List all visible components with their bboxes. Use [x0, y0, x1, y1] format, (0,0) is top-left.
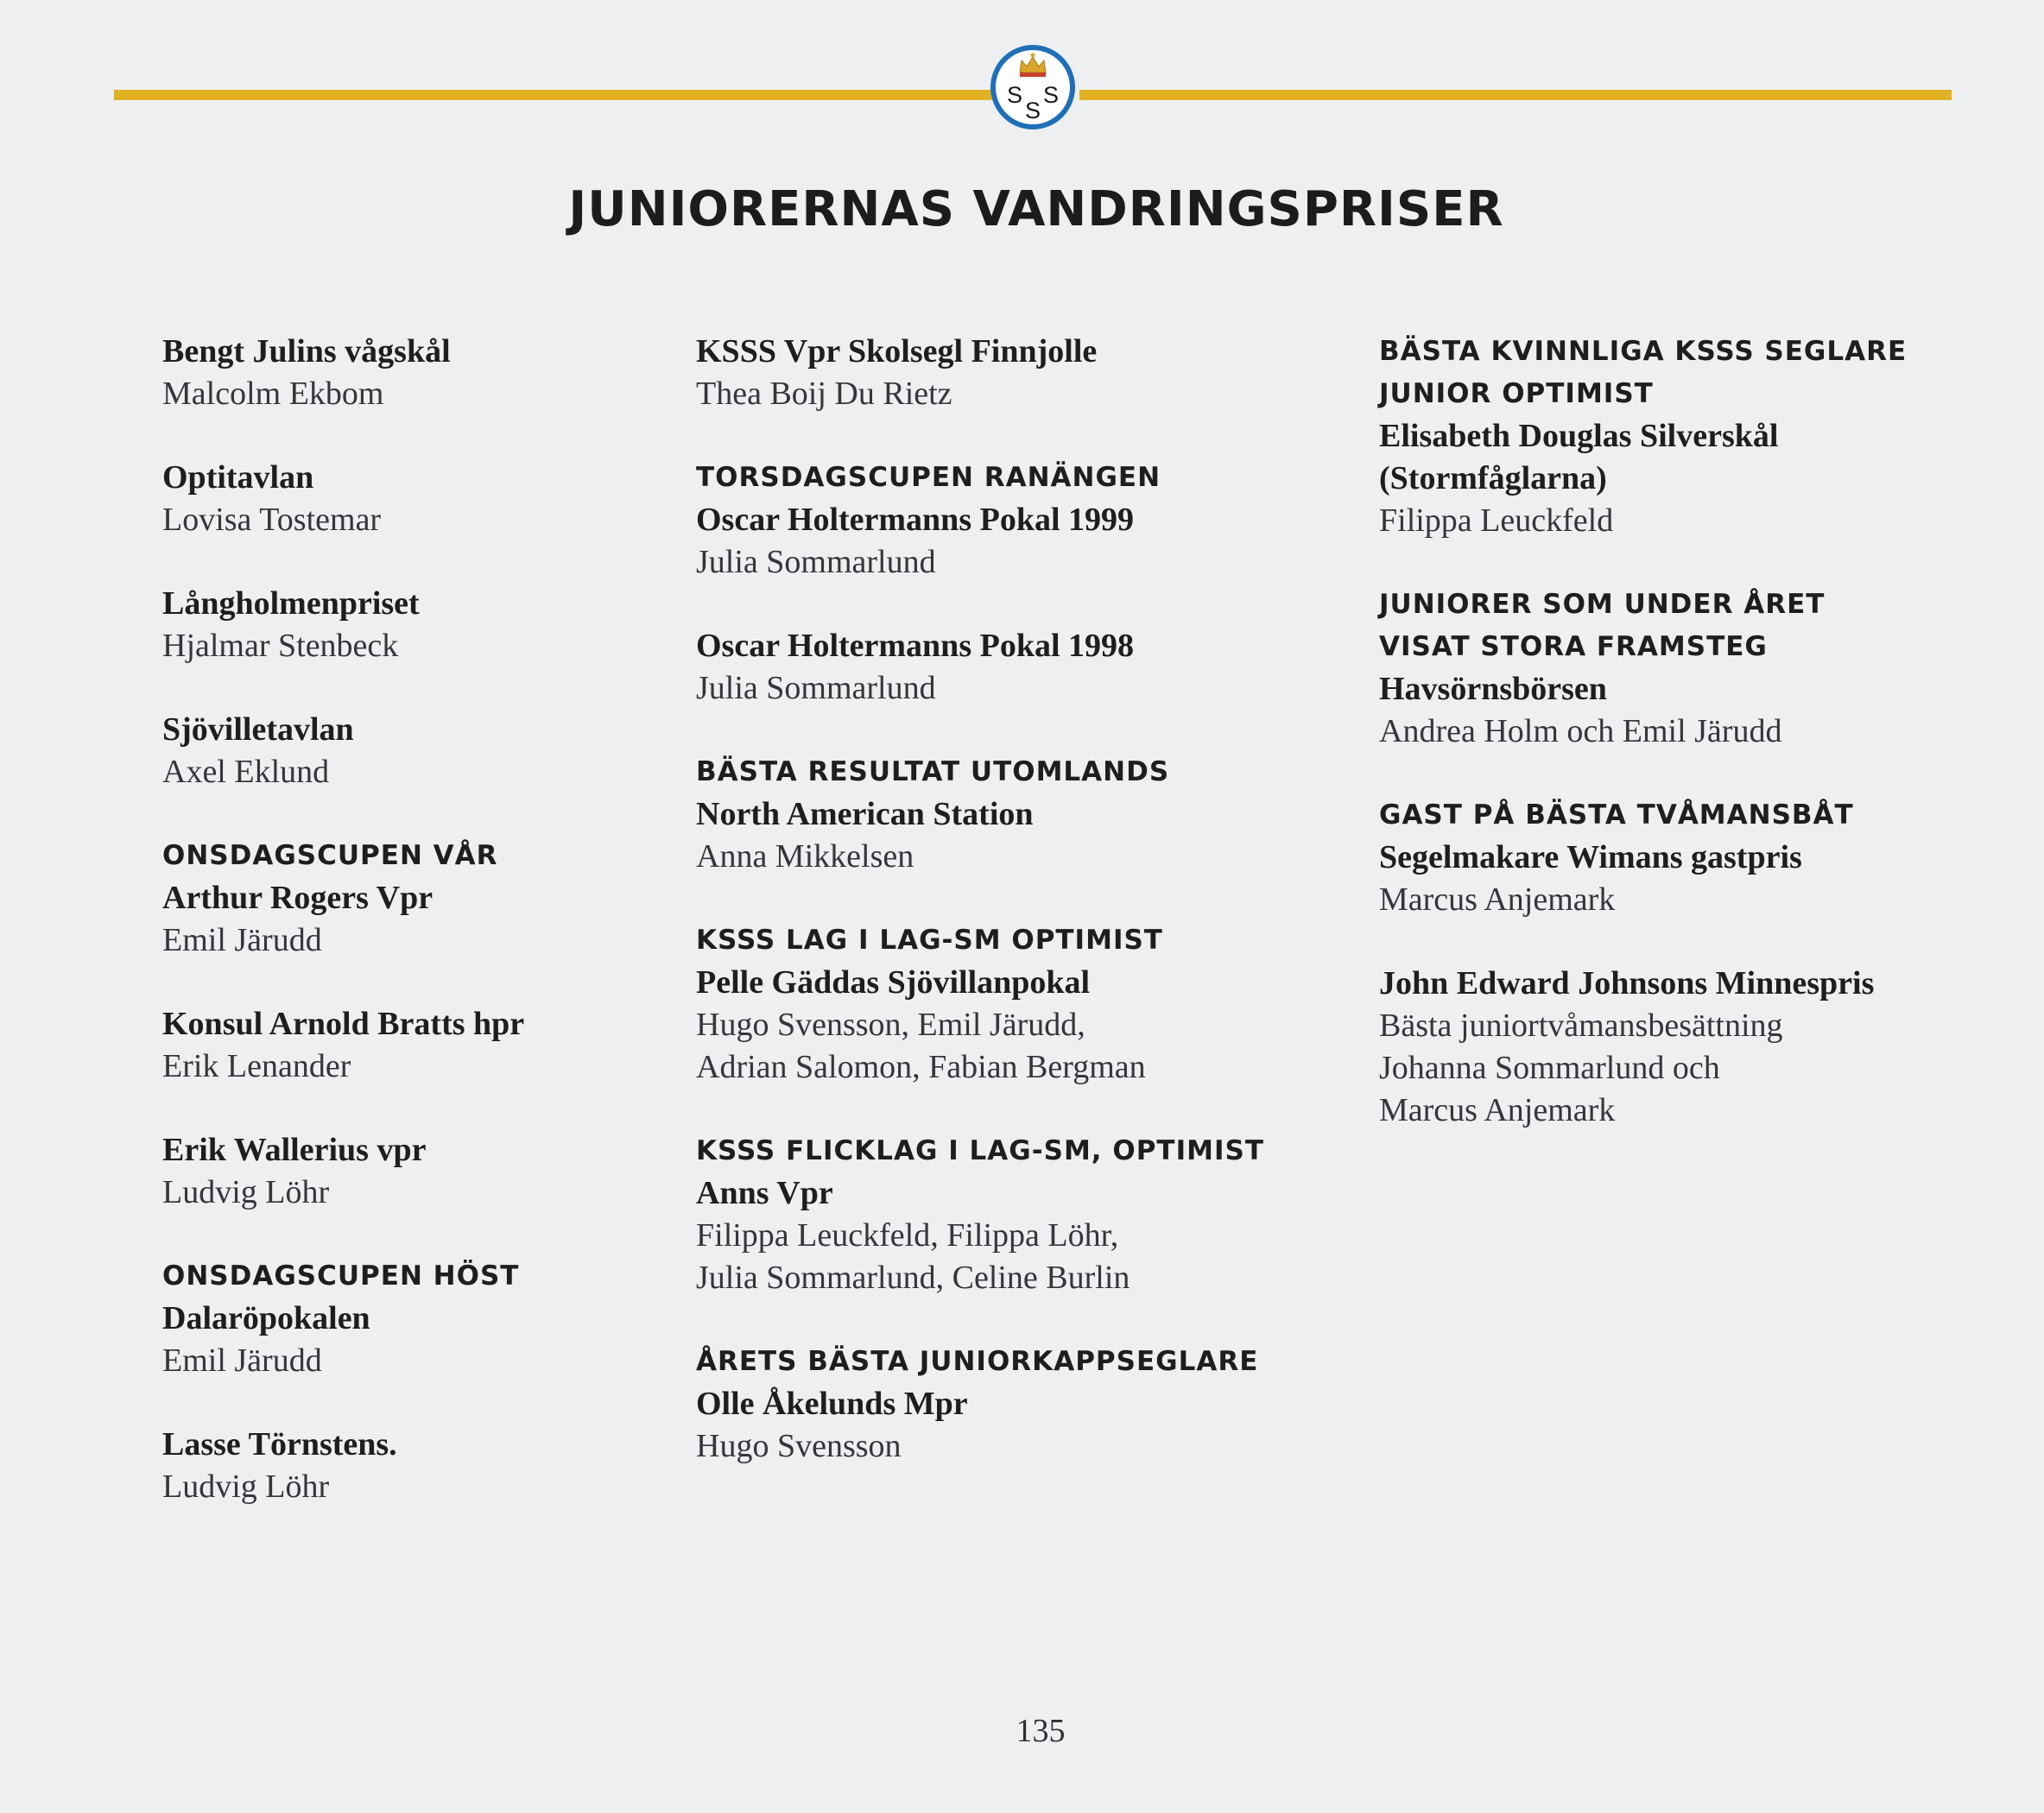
prize-name: Havsörnsbörsen — [1379, 671, 1607, 707]
page-number: 135 — [1016, 1713, 1066, 1749]
prize-name: Anns Vpr — [696, 1175, 833, 1211]
award-entry — [696, 1341, 1352, 1468]
top-rule-left — [114, 90, 995, 100]
prize-name: Långholmenpriset — [162, 585, 420, 622]
prize-name: Erik Wallerius vpr — [162, 1132, 427, 1168]
winner-name: Andrea Holm och Emil Järudd — [1379, 713, 1782, 749]
category-heading: TORSDAGSCUPEN RANÄNGEN — [696, 462, 1161, 493]
winner-name: Johanna Sommarlund och — [1379, 1050, 1720, 1086]
award-entry — [696, 625, 1352, 710]
winner-name: Anna Mikkelsen — [696, 838, 914, 875]
prize-name: Konsul Arnold Bratts hpr — [162, 1006, 525, 1042]
prize-name: Olle Åkelunds Mpr — [696, 1386, 968, 1422]
award-entry — [162, 583, 698, 667]
logo-letter-right: S — [1042, 82, 1060, 108]
category-heading: KSSS LAG I LAG-SM OPTIMIST — [696, 925, 1163, 956]
award-entry — [162, 709, 698, 793]
winner-name: Hjalmar Stenbeck — [162, 628, 399, 664]
column-middle — [696, 331, 1352, 1509]
category-heading: GAST PÅ BÄSTA TVÅMANSBÅT — [1379, 799, 1854, 831]
winner-name: Thea Boij Du Rietz — [696, 376, 952, 412]
award-entry — [696, 751, 1352, 878]
award-entry — [696, 919, 1352, 1089]
winner-name: Julia Sommarlund, Celine Burlin — [696, 1260, 1130, 1296]
prize-name: Arthur Rogers Vpr — [162, 880, 433, 916]
winner-name: Hugo Svensson, Emil Järudd, — [696, 1007, 1085, 1043]
winner-name: Ludvig Löhr — [162, 1469, 330, 1505]
award-entry — [162, 1003, 698, 1088]
award-entry — [162, 1255, 698, 1382]
logo-letter-bottom: S — [1024, 98, 1041, 123]
award-entry — [1379, 963, 1984, 1132]
column-left — [162, 331, 698, 1550]
winner-name: Julia Sommarlund — [696, 544, 936, 580]
category-heading: VISAT STORA FRAMSTEG — [1379, 631, 1768, 662]
category-heading: JUNIOR OPTIMIST — [1379, 378, 1654, 409]
category-heading: KSSS FLICKLAG I LAG-SM, OPTIMIST — [696, 1135, 1264, 1166]
winner-name: Emil Järudd — [162, 922, 322, 958]
award-entry — [162, 331, 698, 415]
award-entry — [1379, 331, 1984, 542]
top-rule-right — [1079, 90, 1952, 100]
award-entry — [1379, 584, 1984, 753]
prize-name: Dalaröpokalen — [162, 1300, 370, 1336]
winner-name: Erik Lenander — [162, 1048, 351, 1084]
winner-name: Marcus Anjemark — [1379, 1092, 1616, 1128]
ksss-logo — [989, 43, 1077, 131]
award-entry — [1379, 794, 1984, 921]
category-heading: JUNIORER SOM UNDER ÅRET — [1379, 589, 1826, 620]
prize-name: KSSS Vpr Skolsegl Finnjolle — [696, 333, 1098, 370]
prize-name: North American Station — [696, 796, 1034, 832]
winner-name: Lovisa Tostemar — [162, 502, 382, 538]
winner-name: Ludvig Löhr — [162, 1174, 330, 1210]
page-title: JUNIORERNAS VANDRINGSPRISER — [568, 181, 1504, 237]
award-entry — [162, 457, 698, 541]
prize-name: John Edward Johnsons Minnespris — [1379, 965, 1875, 1001]
category-heading: ONSDAGSCUPEN VÅR — [162, 840, 498, 871]
award-entry — [162, 1424, 698, 1508]
category-heading: BÄSTA RESULTAT UTOMLANDS — [696, 756, 1170, 787]
prize-name: Bengt Julins vågskål — [162, 333, 451, 370]
prize-name: Pelle Gäddas Sjövillanpokal — [696, 964, 1091, 1001]
column-right — [1379, 331, 1984, 1173]
winner-name: Julia Sommarlund — [696, 670, 936, 706]
winner-name: Hugo Svensson — [696, 1428, 902, 1464]
winner-name: Emil Järudd — [162, 1342, 322, 1379]
logo-letter-left: S — [1006, 82, 1023, 108]
winner-name: Filippa Leuckfeld — [1379, 502, 1614, 539]
prize-name: Sjövilletavlan — [162, 711, 354, 748]
prize-name: Oscar Holtermanns Pokal 1999 — [696, 502, 1135, 538]
prize-name: (Stormfåglarna) — [1379, 460, 1607, 496]
winner-name: Adrian Salomon, Fabian Bergman — [696, 1049, 1146, 1085]
prize-name: Oscar Holtermanns Pokal 1998 — [696, 628, 1135, 664]
prize-name: Lasse Törnstens. — [162, 1426, 397, 1462]
winner-name: Axel Eklund — [162, 754, 330, 790]
award-entry — [696, 331, 1352, 415]
award-entry — [162, 1129, 698, 1214]
winner-name: Bästa juniortvåmansbesättning — [1379, 1008, 1783, 1044]
award-entry — [696, 457, 1352, 584]
category-heading: ÅRETS BÄSTA JUNIORKAPPSEGLARE — [696, 1346, 1259, 1377]
category-heading: BÄSTA KVINNLIGA KSSS SEGLARE — [1379, 336, 1908, 367]
prize-name: Elisabeth Douglas Silverskål — [1379, 418, 1779, 454]
winner-name: Malcolm Ekbom — [162, 376, 384, 412]
winner-name: Filippa Leuckfeld, Filippa Löhr, — [696, 1217, 1119, 1254]
prize-name: Optitavlan — [162, 459, 314, 496]
category-heading: ONSDAGSCUPEN HÖST — [162, 1260, 520, 1292]
prize-name: Segelmakare Wimans gastpris — [1379, 839, 1802, 875]
award-entry — [696, 1130, 1352, 1299]
award-entry — [162, 835, 698, 962]
winner-name: Marcus Anjemark — [1379, 881, 1616, 918]
